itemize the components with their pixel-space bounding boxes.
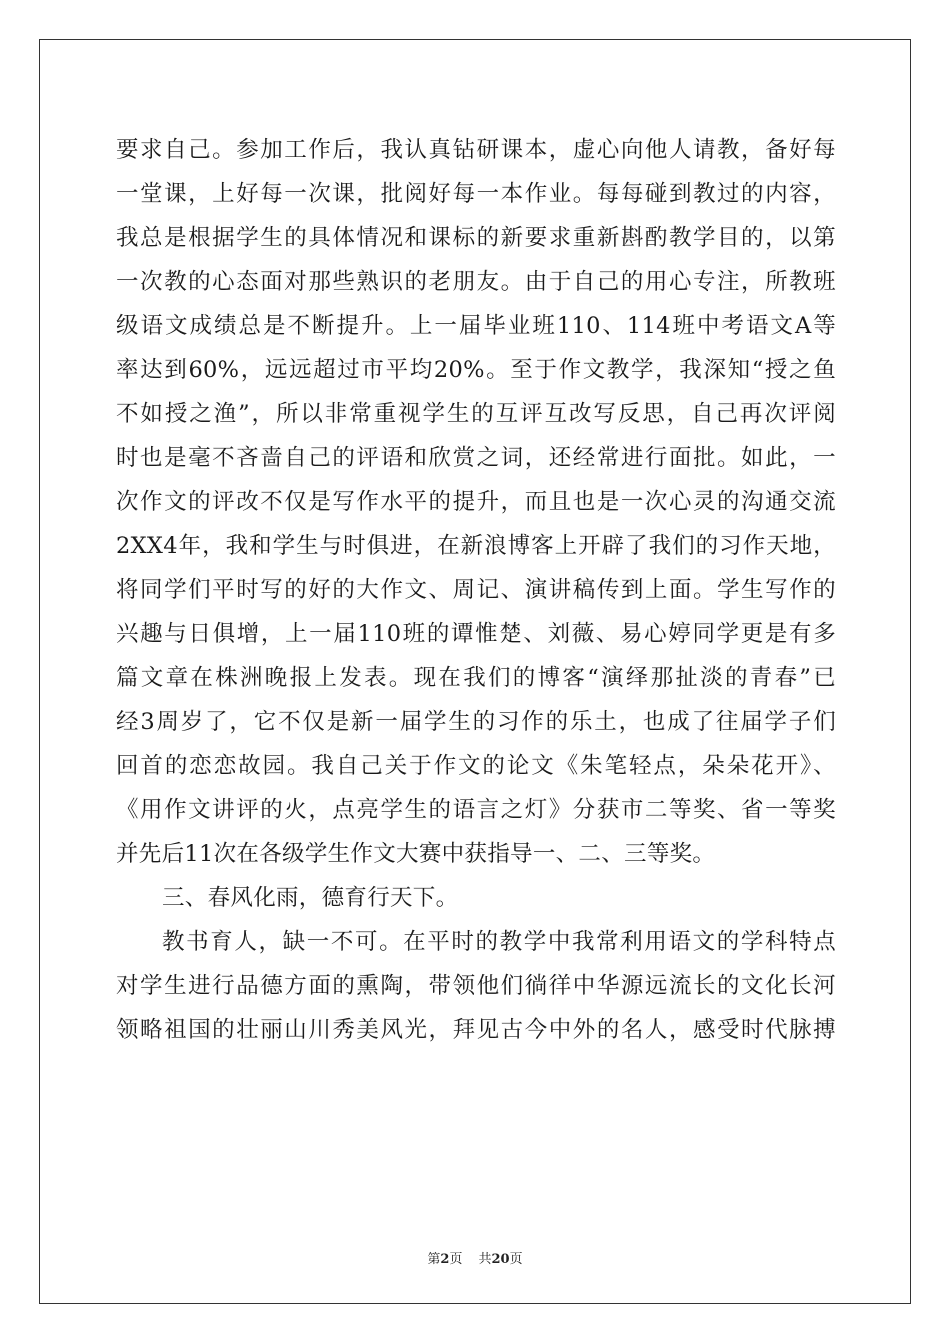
text-line: 要求自己。参加工作后，我认真钻研课本，虚心向他人请教，备好每	[116, 137, 836, 163]
text-line: 回首的恋恋故园。我自己关于作文的论文《朱笔轻点，朵朵花开》、	[116, 753, 836, 779]
text-line: 领略祖国的壮丽山川秀美风光，拜见古今中外的名人，感受时代脉搏	[116, 1017, 836, 1043]
total-prefix: 共	[478, 1252, 492, 1267]
text-line: 时也是毫不吝啬自己的评语和欣赏之词，还经常进行面批。如此，一	[116, 445, 836, 471]
text-line: 将同学们平时写的好的大作文、周记、演讲稿传到上面。学生写作的	[116, 577, 836, 603]
text-line: 我总是根据学生的具体情况和课标的新要求重新斟酌教学目的，以第	[116, 225, 836, 251]
text-line: 级语文成绩总是不断提升。上一届毕业班110、114班中考语文A等	[116, 313, 836, 339]
text-line: 一堂课，上好每一次课，批阅好每一本作业。每每碰到教过的内容，	[116, 181, 836, 207]
text-line: 兴趣与日俱增，上一届110班的谭惟楚、刘薇、易心婷同学更是有多	[116, 621, 836, 647]
text-line: 一次教的心态面对那些熟识的老朋友。由于自己的用心专注，所教班	[116, 269, 836, 295]
page-footer	[0, 1248, 950, 1267]
total-suffix: 页	[509, 1252, 523, 1267]
text-line: 不如授之渔”，所以非常重视学生的互评互改写反思，自己再次评阅	[116, 401, 836, 427]
section-heading: 三、春风化雨，德育行天下。	[162, 885, 459, 911]
text-line: 对学生进行品德方面的熏陶，带领他们徜徉中华源远流长的文化长河	[116, 973, 836, 999]
current-page-number: 2	[440, 1252, 450, 1267]
text-line: 次作文的评改不仅是写作水平的提升，而且也是一次心灵的沟通交流	[116, 489, 836, 515]
text-line: 2XX4年，我和学生与时俱进，在新浪博客上开辟了我们的习作天地，	[116, 533, 836, 559]
text-line: 率达到60%，远远超过市平均20%。至于作文教学，我深知“授之鱼	[116, 357, 836, 383]
page-suffix: 页	[449, 1252, 463, 1267]
text-line: 教书育人，缺一不可。在平时的教学中我常利用语文的学科特点	[162, 929, 836, 955]
document-body	[116, 128, 836, 1052]
text-line: 经3周岁了，它不仅是新一届学生的习作的乐土，也成了往届学子们	[116, 709, 836, 735]
text-line: 并先后11次在各级学生作文大赛中获指导一、二、三等奖。	[116, 841, 716, 867]
text-line: 篇文章在株洲晚报上发表。现在我们的博客“演绎那扯淡的青春”已	[116, 665, 836, 691]
text-line: 《用作文讲评的火，点亮学生的语言之灯》分获市二等奖、省一等奖	[116, 797, 836, 823]
page-prefix: 第	[427, 1252, 441, 1267]
total-page-count: 20	[491, 1252, 510, 1267]
